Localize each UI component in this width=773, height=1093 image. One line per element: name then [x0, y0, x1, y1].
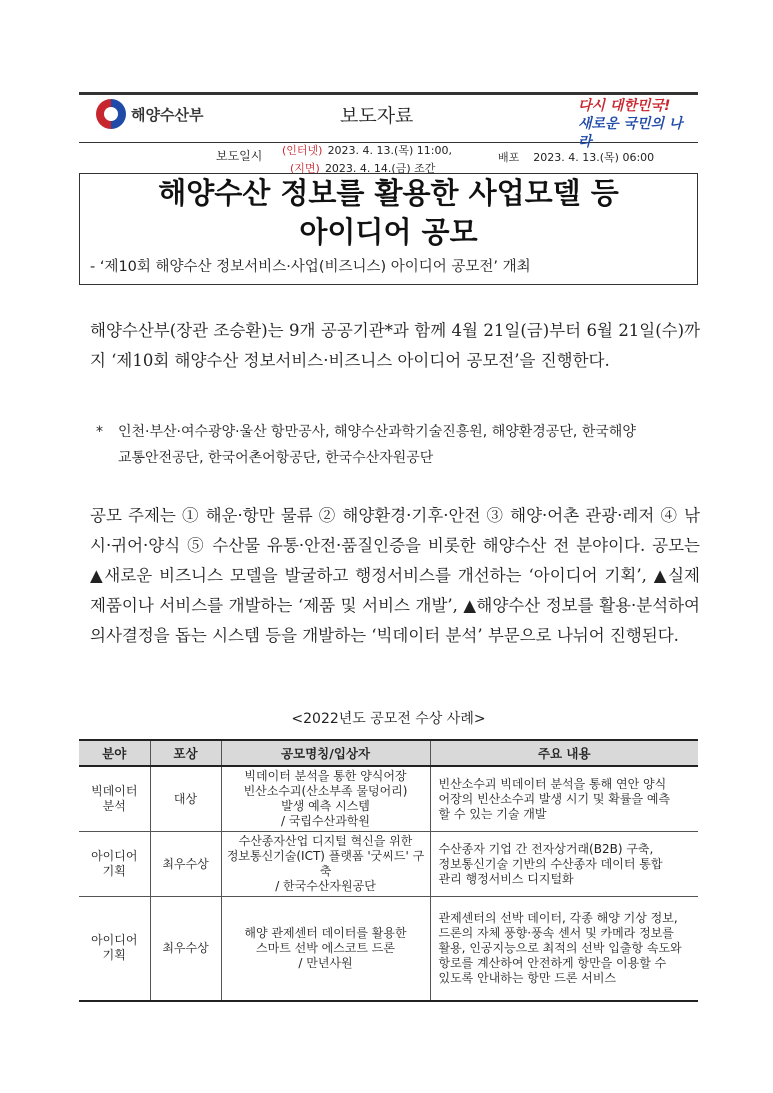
headline	[79, 174, 698, 252]
document-type: 보도자료	[340, 105, 414, 127]
awards-table	[79, 739, 698, 1002]
headline-line-1: 해양수산 정보를 활용한 사업모델 등	[158, 176, 619, 210]
header-field: 분야	[79, 740, 150, 766]
cell-award: 대상	[150, 766, 221, 832]
dist-label: 배포	[498, 151, 520, 164]
cell-award: 최우수상	[150, 832, 221, 897]
cell-field: 빅데이터 분석	[79, 766, 150, 832]
dist-date: 2023. 4. 13.(목) 06:00	[533, 151, 655, 164]
cell-field: 아이디어 기획	[79, 832, 150, 897]
slogan-line-2: 새로운 국민의 나라	[578, 116, 683, 150]
paragraph-1-text: 해양수산부(장관 조승환)는 9개 공공기관*과 함께 4월 21일(금)부터 6월 21일(수)까지 ‘제10회 해양수산 정보서비스·비즈니스 아이디어 공모전’을 진행한다.	[90, 321, 700, 370]
table-header-row	[79, 740, 698, 766]
footnote-line-1: 인천·부산·여수광양·울산 항만공사, 해양수산과학기술진흥원, 해양환경공단, 한국해양	[118, 424, 636, 440]
distribution	[498, 149, 654, 165]
cell-summary: 빈산소수괴 빅데이터 분석을 통해 연안 양식 어장의 빈산소수괴 발생 시기 및 확률을 예측 할 수 있는 기술 개발	[430, 766, 698, 832]
release-internet	[282, 139, 452, 158]
cell-name: 수산종자산업 디지털 혁신을 위한 정보통신기술(ICT) 플랫폼 '굿씨드' 구축 / 한국수산자원공단	[221, 832, 430, 897]
headline-line-2: 아이디어 공모	[299, 215, 478, 249]
slogan	[578, 97, 688, 151]
paragraph-2	[90, 501, 700, 651]
subtitle: - ‘제10회 해양수산 정보서비스·사업(비즈니스) 아이디어 공모전’ 개최	[90, 259, 531, 275]
release-label: 보도일시	[216, 149, 263, 163]
print-date: 2023. 4. 14.(금) 조간	[324, 162, 436, 175]
table-row	[79, 897, 698, 1001]
ministry-name: 해양수산부	[131, 106, 204, 124]
table-row	[79, 832, 698, 897]
header-summary: 주요 내용	[430, 740, 698, 766]
header-award: 포상	[150, 740, 221, 766]
footnote-star: *	[96, 424, 103, 440]
cell-name: 해양 관제센터 데이터를 활용한 스마트 선박 에스코트 드론 / 만년사원	[221, 897, 430, 1001]
paragraph-2-text: 공모 주제는 ① 해운·항만 물류 ② 해양환경·기후·안전 ③ 해양·어촌 관광·레저 ④ 낚시·귀어·양식 ⑤ 수산물 유통·안전·품질인증을 비롯한 해양수산 전 분야이다. 공모는 ▲새로운 비즈니스 모델을 발굴하고 행정서비스를 개선하는 ‘아이디어 기획’, ▲실제 제품이나 서비스를 개발하는 ‘제품 및 서비스 개발’, ▲해양수산 정보를 활용·분석하여 의사결정을 돕는 시스템 등을 개발하는 ‘빅데이터 분석’ 부문으로 나뉘어 진행된다.	[90, 506, 700, 645]
paragraph-1	[90, 316, 700, 376]
ministry-emblem-icon	[96, 99, 126, 129]
print-tag: (지면)	[290, 162, 320, 175]
table-caption: <2022년도 공모전 수상 사례>	[291, 711, 486, 727]
table-row	[79, 766, 698, 832]
cell-field: 아이디어 기획	[79, 897, 150, 1001]
internet-date: 2023. 4. 13.(목) 11:00,	[327, 144, 452, 157]
header-name: 공모명칭/입상자	[221, 740, 430, 766]
footnote	[96, 419, 701, 471]
slogan-line-1: 다시 대한민국!	[578, 98, 671, 114]
cell-summary: 수산종자 기업 간 전자상거래(B2B) 구축, 정보통신기술 기반의 수산종자 데이터 통합 관리 행정서비스 디지털화	[430, 832, 698, 897]
cell-summary: 관제센터의 선박 데이터, 각종 해양 기상 정보, 드론의 자체 풍향·풍속 센서 및 카메라 정보를 활용, 인공지능으로 최적의 선박 입출항 속도와 항로를 계산하여 안전하게 항만을 이용할 수 있도록 안내하는 항만 드론 서비스	[430, 897, 698, 1001]
cell-award: 최우수상	[150, 897, 221, 1001]
cell-name: 빅데이터 분석을 통한 양식어장 빈산소수괴(산소부족 물덩어리) 발생 예측 시스템 / 국립수산과학원	[221, 766, 430, 832]
internet-tag: (인터넷)	[282, 144, 323, 157]
footnote-line-2: 교통안전공단, 한국어촌어항공단, 한국수산자원공단	[118, 450, 434, 466]
